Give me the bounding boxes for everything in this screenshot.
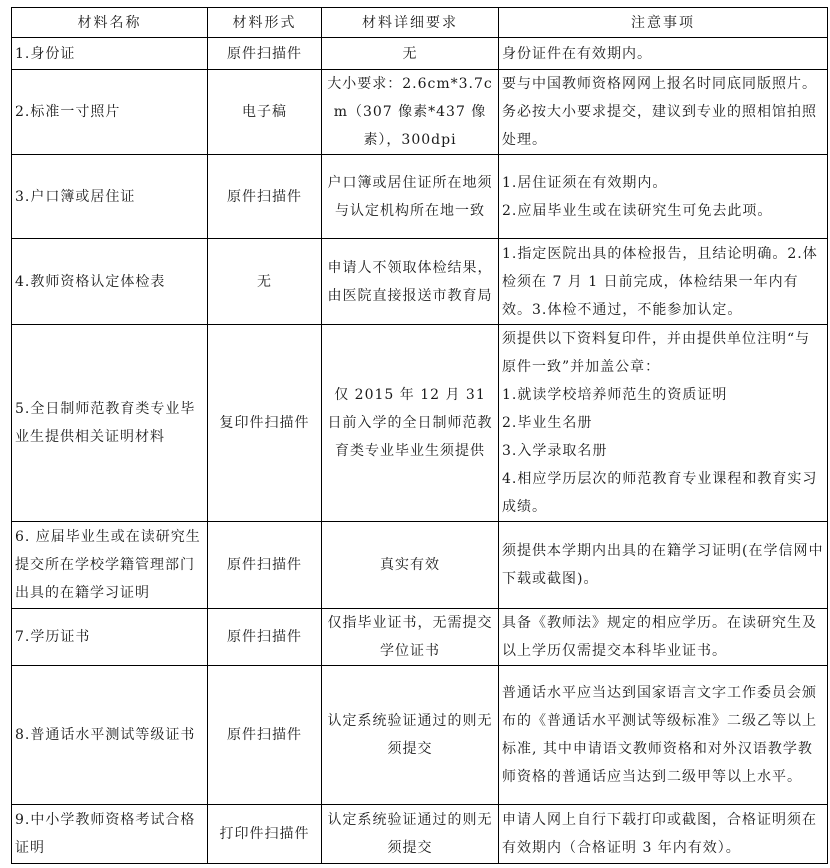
header-material-name: 材料名称: [12, 8, 208, 38]
header-material-form: 材料形式: [208, 8, 322, 38]
cell-form: 原件扫描件: [208, 666, 322, 805]
note-line: 2.毕业生名册: [502, 415, 593, 431]
cell-detail: 仅 2015 年 12 月 31 日前入学的全日制师范教育类专业毕业生须提供: [322, 325, 499, 522]
cell-form: 原件扫描件: [208, 522, 322, 609]
cell-note: [499, 325, 828, 522]
cell-detail: 真实有效: [322, 522, 499, 609]
note-line: 要与中国教师资格网网上报名时同底同版照片。务必按大小要求提交，建议到专业的照相馆拍照处理。: [502, 76, 817, 148]
cell-form: 原件扫描件: [208, 38, 322, 70]
cell-name: 5.全日制师范教育类专业毕业生提供相关证明材料: [12, 325, 208, 522]
cell-note: [499, 70, 828, 155]
cell-note: [499, 609, 828, 666]
note-line: 1.就读学校培养师范生的资质证明: [502, 387, 728, 403]
cell-detail: 认定系统验证通过的则无须提交: [322, 805, 499, 864]
table-row: [12, 805, 828, 864]
cell-note: [499, 522, 828, 609]
cell-form: 无: [208, 239, 322, 325]
cell-note: [499, 805, 828, 864]
header-notes: 注意事项: [499, 8, 828, 38]
cell-detail: 大小要求：2.6cm*3.7cm（307 像素*437 像素），300dpi: [322, 70, 499, 155]
note-line: 1.居住证须在有效期内。: [502, 174, 668, 191]
cell-form: 原件扫描件: [208, 155, 322, 239]
cell-note: [499, 666, 828, 805]
cell-name: 8.普通话水平测试等级证书: [12, 666, 208, 805]
cell-form: 复印件扫描件: [208, 325, 322, 522]
note-line: 2.应届毕业生或在读研究生可免去此项。: [502, 202, 773, 219]
table-row: [12, 325, 828, 522]
cell-form: 原件扫描件: [208, 609, 322, 666]
table-row: [12, 666, 828, 805]
cell-name: 3.户口簿或居住证: [12, 155, 208, 239]
table-row: [12, 522, 828, 609]
cell-form: 电子稿: [208, 70, 322, 155]
table-row: [12, 239, 828, 325]
note-line: 申请人网上自行下载打印或截图，合格证明须在有效期内（合格证明 3 年内有效）。: [502, 812, 817, 856]
cell-note: [499, 239, 828, 325]
note-line: 须提供本学期内出具的在籍学习证明(在学信网中下载或截图)。: [502, 543, 824, 587]
table-row: [12, 70, 828, 155]
note-line: 身份证件在有效期内。: [502, 45, 652, 62]
note-line: 4.相应学历层次的师范教育专业课程和教育实习成绩。: [502, 471, 818, 515]
note-line: 普通话水平应当达到国家语言文字工作委员会颁布的《普通话水平测试等级标准》二级乙等以上标准, 其中申请语文教师资格和对外汉语教学教师资格的普通话应当达到二级甲等以上水平。: [502, 685, 817, 785]
cell-detail: 户口簿或居住证所在地须与认定机构所在地一致: [322, 155, 499, 239]
cell-name: 6. 应届毕业生或在读研究生提交所在学校学籍管理部门出具的在籍学习证明: [12, 522, 208, 609]
note-line: 须提供以下资料复印件，并由提供单位注明“与原件一致”并加盖公章：: [502, 331, 811, 375]
cell-note: [499, 155, 828, 239]
cell-detail: 无: [322, 38, 499, 70]
cell-detail: 认定系统验证通过的则无须提交: [322, 666, 499, 805]
materials-table: [11, 7, 828, 864]
table-row: [12, 38, 828, 70]
table-header-row: [12, 8, 828, 38]
cell-name: 2.标准一寸照片: [12, 70, 208, 155]
table-row: [12, 609, 828, 666]
cell-detail: 仅指毕业证书，无需提交学位证书: [322, 609, 499, 666]
cell-note: [499, 38, 828, 70]
cell-name: 7.学历证书: [12, 609, 208, 666]
table-row: [12, 155, 828, 239]
cell-name: 1.身份证: [12, 38, 208, 70]
cell-name: 4.教师资格认定体检表: [12, 239, 208, 325]
note-line: 具备《教师法》规定的相应学历。在读研究生及以上学历仅需提交本科毕业证书。: [502, 615, 817, 659]
note-line: 1.指定医院出具的体检报告，且结论明确。2.体检须在 7 月 1 日前完成，体检结果一年内有效。3.体检不通过，不能参加认定。: [502, 245, 818, 318]
cell-name: 9.中小学教师资格考试合格证明: [12, 805, 208, 864]
note-line: 3.入学录取名册: [502, 443, 608, 459]
cell-detail: 申请人不领取体检结果，由医院直接报送市教育局: [322, 239, 499, 325]
cell-form: 打印件扫描件: [208, 805, 322, 864]
header-material-detail: 材料详细要求: [322, 8, 499, 38]
